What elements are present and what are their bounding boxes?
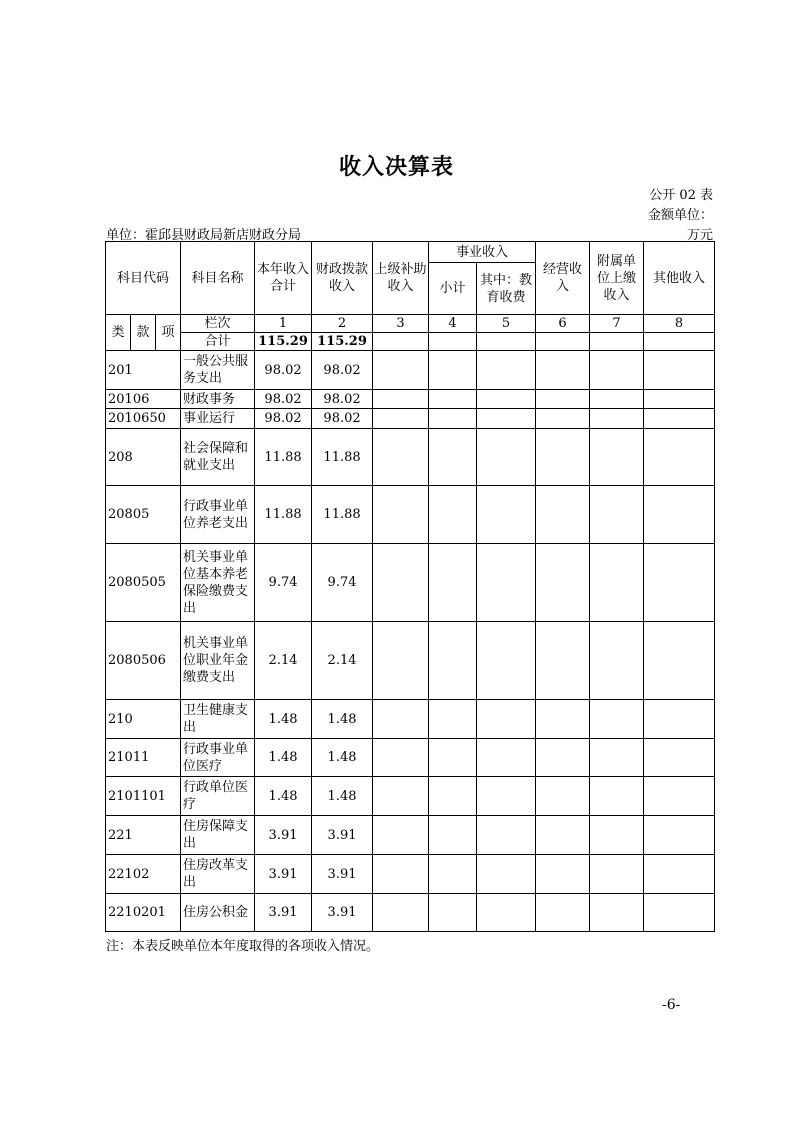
empty-cell [477, 429, 536, 486]
header-other-income: 其他收入 [644, 242, 715, 315]
empty-cell [477, 390, 536, 409]
empty-cell [373, 544, 429, 622]
empty-cell [477, 739, 536, 777]
total-income-value: 98.02 [255, 390, 312, 409]
column-number: 6 [536, 315, 590, 333]
fiscal-allocation-value: 98.02 [312, 351, 373, 390]
header-total-income: 本年收入合计 [255, 242, 312, 315]
header-education-fee: 其中：教育收费 [477, 263, 536, 315]
column-number: 2 [312, 315, 373, 333]
empty-cell [373, 390, 429, 409]
page-title: 收入决算表 [338, 154, 454, 180]
total-income-value: 11.88 [255, 486, 312, 544]
empty-cell [429, 622, 477, 700]
subject-code: 208 [106, 429, 181, 486]
empty-cell [590, 429, 644, 486]
empty-cell [373, 816, 429, 855]
empty-cell [590, 777, 644, 816]
column-number: 7 [590, 315, 644, 333]
empty-cell [590, 816, 644, 855]
total-income-value: 9.74 [255, 544, 312, 622]
header-name: 科目名称 [181, 242, 255, 315]
income-table [105, 241, 715, 932]
fiscal-allocation-value: 1.48 [312, 700, 373, 739]
empty-cell [373, 429, 429, 486]
header-business-income: 事业收入 [429, 242, 536, 263]
subject-code: 2210201 [106, 894, 181, 932]
empty-cell [429, 777, 477, 816]
fiscal-allocation-value: 11.88 [312, 486, 373, 544]
column-number: 5 [477, 315, 536, 333]
empty-cell [477, 544, 536, 622]
table-row [106, 544, 715, 622]
empty-cell [590, 544, 644, 622]
subject-code: 22102 [106, 855, 181, 894]
empty-cell [644, 816, 715, 855]
subject-code: 2010650 [106, 409, 181, 429]
empty-cell [373, 855, 429, 894]
empty-cell [644, 409, 715, 429]
table-row [106, 351, 715, 390]
empty-cell [590, 855, 644, 894]
subject-code: 2080506 [106, 622, 181, 700]
total-income-value: 3.91 [255, 894, 312, 932]
subject-code: 21011 [106, 739, 181, 777]
subject-name: 行政事业单位医疗 [181, 739, 255, 777]
empty-cell [429, 429, 477, 486]
table-row [106, 855, 715, 894]
empty-cell [536, 622, 590, 700]
header-operating-income: 经营收入 [536, 242, 590, 315]
empty-cell [373, 409, 429, 429]
total-income-value: 3.91 [255, 816, 312, 855]
subject-name: 机关事业单位职业年金缴费支出 [181, 622, 255, 700]
subject-name: 一般公共服务支出 [181, 351, 255, 390]
subject-code: 2101101 [106, 777, 181, 816]
empty-cell [590, 409, 644, 429]
empty-cell [477, 700, 536, 739]
subject-name: 住房公积金 [181, 894, 255, 932]
empty-cell [373, 486, 429, 544]
table-row [106, 816, 715, 855]
empty-cell [429, 486, 477, 544]
empty-cell [429, 544, 477, 622]
header-fiscal-allocation: 财政拨款收入 [312, 242, 373, 315]
column-number: 8 [644, 315, 715, 333]
empty-cell [477, 486, 536, 544]
total-income-value: 1.48 [255, 739, 312, 777]
subject-name: 住房改革支出 [181, 855, 255, 894]
table-row [106, 390, 715, 409]
page-number: -6- [662, 997, 681, 1013]
subject-name: 卫生健康支出 [181, 700, 255, 739]
empty-cell [590, 739, 644, 777]
empty-cell [644, 777, 715, 816]
fiscal-allocation-value: 2.14 [312, 622, 373, 700]
table-row [106, 894, 715, 932]
subject-code: 20106 [106, 390, 181, 409]
empty-cell [477, 409, 536, 429]
empty-cell [536, 894, 590, 932]
empty-cell [590, 486, 644, 544]
fiscal-allocation-value: 3.91 [312, 816, 373, 855]
subject-name: 行政单位医疗 [181, 777, 255, 816]
unit-value: 万元 [686, 228, 713, 243]
table-row [106, 622, 715, 700]
total-row-label: 合计 [181, 333, 255, 351]
total-income-value: 98.02 [255, 351, 312, 390]
subject-name: 机关事业单位基本养老保险缴费支出 [181, 544, 255, 622]
header-class: 类 [106, 315, 131, 351]
empty-cell [644, 390, 715, 409]
fiscal-allocation-value: 98.02 [312, 409, 373, 429]
total-income-value: 3.91 [255, 855, 312, 894]
fiscal-allocation-value: 98.02 [312, 390, 373, 409]
header-subtotal: 小计 [429, 263, 477, 315]
empty-cell [536, 351, 590, 390]
subject-code: 2080505 [106, 544, 181, 622]
table-row [106, 429, 715, 486]
empty-cell [477, 855, 536, 894]
empty-cell [590, 894, 644, 932]
empty-cell [373, 700, 429, 739]
fiscal-allocation-value: 3.91 [312, 855, 373, 894]
empty-cell [644, 544, 715, 622]
empty-cell [644, 429, 715, 486]
header-affiliated-income: 附属单位上缴收入 [590, 242, 644, 315]
total-income-value: 98.02 [255, 409, 312, 429]
total-income-value: 1.48 [255, 777, 312, 816]
empty-cell [477, 622, 536, 700]
empty-cell [373, 777, 429, 816]
fiscal-allocation-value: 9.74 [312, 544, 373, 622]
empty-cell [429, 390, 477, 409]
empty-cell [477, 894, 536, 932]
column-number: 3 [373, 315, 429, 333]
empty-cell [429, 700, 477, 739]
empty-cell [373, 739, 429, 777]
total-income-sum: 115.29 [255, 333, 312, 351]
fiscal-allocation-value: 3.91 [312, 894, 373, 932]
fiscal-allocation-value: 11.88 [312, 429, 373, 486]
empty-cell [644, 486, 715, 544]
column-number: 4 [429, 315, 477, 333]
subject-name: 财政事务 [181, 390, 255, 409]
empty-cell [477, 777, 536, 816]
empty-cell [536, 544, 590, 622]
header-code: 科目代码 [106, 242, 181, 315]
empty-cell [429, 816, 477, 855]
empty-cell [373, 351, 429, 390]
unit-label: 单位：霍邱县财政局新店财政分局 [106, 228, 302, 243]
subject-code: 221 [106, 816, 181, 855]
empty-cell [536, 739, 590, 777]
empty-cell [536, 486, 590, 544]
fiscal-allocation-sum: 115.29 [312, 333, 373, 351]
header-section: 款 [131, 315, 156, 351]
total-income-value: 1.48 [255, 700, 312, 739]
empty-cell [477, 351, 536, 390]
empty-cell [644, 622, 715, 700]
fiscal-allocation-value: 1.48 [312, 777, 373, 816]
subject-name: 行政事业单位养老支出 [181, 486, 255, 544]
empty-cell [590, 351, 644, 390]
empty-cell [429, 409, 477, 429]
header-column-order: 栏次 [181, 315, 255, 333]
subject-code: 20805 [106, 486, 181, 544]
empty-cell [590, 390, 644, 409]
header-superior-subsidy: 上级补助收入 [373, 242, 429, 315]
table-row [106, 739, 715, 777]
empty-cell [644, 351, 715, 390]
subject-name: 事业运行 [181, 409, 255, 429]
empty-cell [644, 855, 715, 894]
fiscal-allocation-value: 1.48 [312, 739, 373, 777]
empty-cell [590, 700, 644, 739]
total-income-value: 2.14 [255, 622, 312, 700]
form-number: 公开 02 表 [649, 188, 713, 203]
subject-code: 201 [106, 351, 181, 390]
empty-cell [536, 429, 590, 486]
empty-cell [536, 409, 590, 429]
subject-code: 210 [106, 700, 181, 739]
empty-cell [590, 622, 644, 700]
table-row [106, 777, 715, 816]
empty-cell [536, 855, 590, 894]
empty-cell [644, 894, 715, 932]
amount-unit-label: 金额单位： [647, 208, 713, 223]
empty-cell [477, 816, 536, 855]
column-number: 1 [255, 315, 312, 333]
empty-cell [644, 739, 715, 777]
table-row [106, 409, 715, 429]
subject-name: 社会保障和就业支出 [181, 429, 255, 486]
empty-cell [536, 816, 590, 855]
table-row [106, 700, 715, 739]
empty-cell [429, 894, 477, 932]
table-note: 注：本表反映单位本年度取得的各项收入情况。 [106, 939, 380, 954]
empty-cell [536, 777, 590, 816]
empty-cell [373, 622, 429, 700]
empty-cell [536, 390, 590, 409]
empty-cell [429, 739, 477, 777]
empty-cell [536, 700, 590, 739]
table-row [106, 486, 715, 544]
empty-cell [644, 700, 715, 739]
subject-name: 住房保障支出 [181, 816, 255, 855]
header-item: 项 [156, 315, 181, 351]
total-income-value: 11.88 [255, 429, 312, 486]
empty-cell [373, 894, 429, 932]
empty-cell [429, 855, 477, 894]
empty-cell [429, 351, 477, 390]
